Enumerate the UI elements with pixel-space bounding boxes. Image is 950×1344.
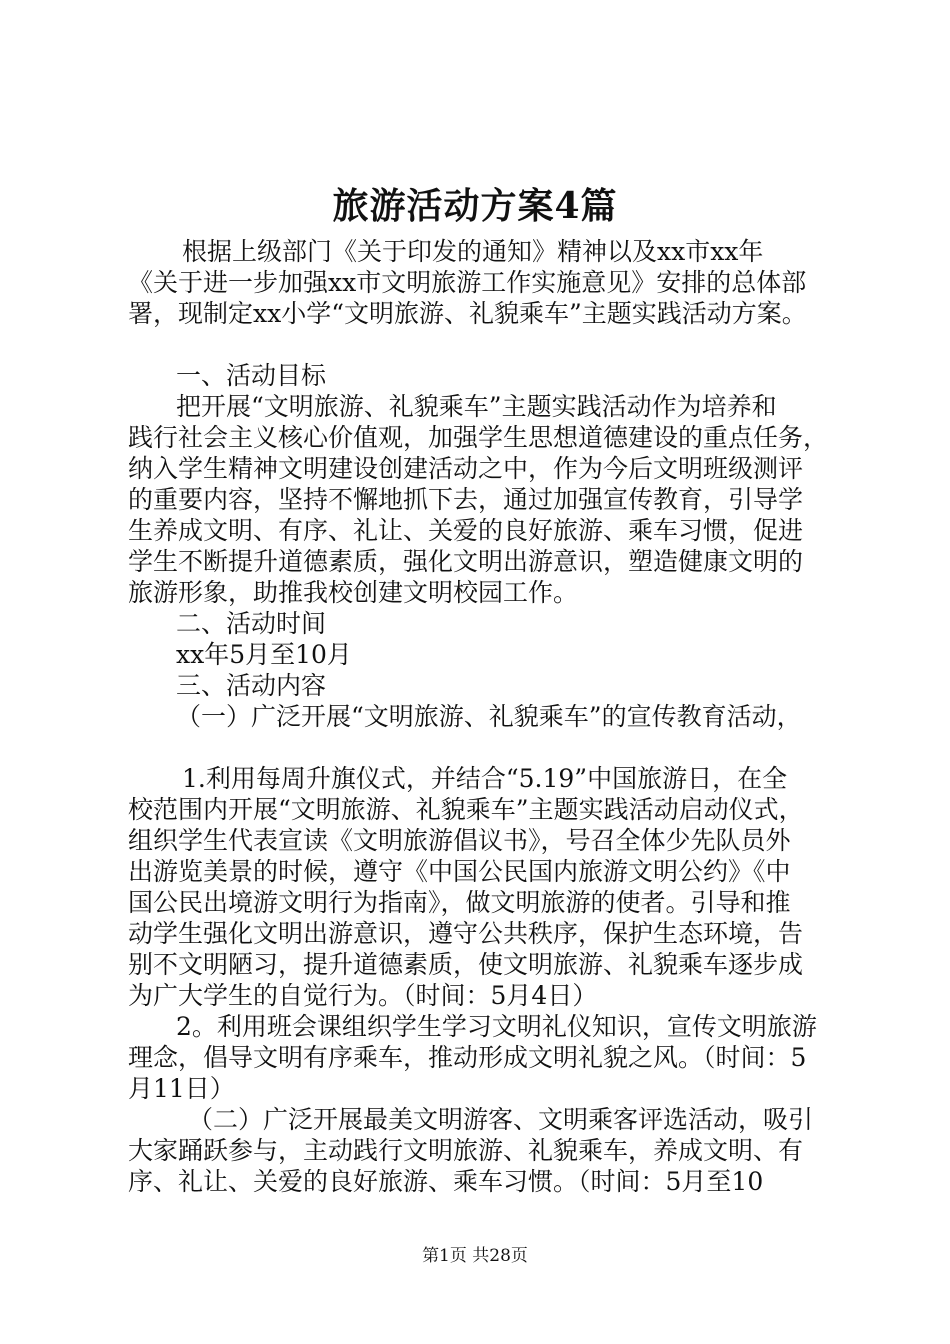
paragraph-line: 《关于进一步加强xx市文明旅游工作实施意见》安排的总体部 — [128, 268, 807, 297]
document-body — [128, 236, 838, 1197]
paragraph-line: 出游览美景的时候，遵守《中国公民国内旅游文明公约》《中 — [128, 857, 791, 886]
section-heading: 三、活动内容 — [176, 671, 327, 700]
paragraph-line: 理念，倡导文明有序乘车，推动形成文明礼貌之风。（时间：5 — [128, 1043, 807, 1072]
paragraph-line: 署，现制定xx小学“文明旅游、礼貌乘车”主题实践活动方案。 — [128, 299, 807, 328]
paragraph-line: 别不文明陋习，提升道德素质，使文明旅游、礼貌乘车逐步成 — [128, 950, 804, 979]
paragraph-line: 组织学生代表宣读《文明旅游倡议书》，号召全体少先队员外 — [128, 826, 791, 855]
page-footer: 第1页 共28页 — [422, 1246, 528, 1266]
subsection-heading: （二）广泛开展最美文明游客、文明乘客评选活动，吸引 — [188, 1105, 814, 1134]
paragraph-line: 校范围内开展“文明旅游、礼貌乘车”主题实践活动启动仪式， — [128, 795, 804, 824]
paragraph-line: 1.利用每周升旗仪式，并结合“5.19”中国旅游日，在全 — [182, 764, 788, 793]
paragraph-line: 把开展“文明旅游、礼貌乘车”主题实践活动作为培养和 — [176, 392, 777, 421]
paragraph-line: 为广大学生的自觉行为。（时间：5月4日） — [128, 981, 598, 1010]
paragraph-line: 根据上级部门《关于印发的通知》精神以及xx市xx年 — [182, 237, 764, 266]
document-title: 旅游活动方案4篇 — [332, 185, 618, 227]
paragraph-line: 践行社会主义核心价值观，加强学生思想道德建设的重点任务， — [128, 423, 829, 452]
section-heading: 一、活动目标 — [176, 361, 327, 390]
subsection-heading: （一）广泛开展“文明旅游、礼貌乘车”的宣传教育活动， — [176, 702, 802, 731]
paragraph-line: 动学生强化文明出游意识，遵守公共秩序，保护生态环境，告 — [128, 919, 804, 948]
paragraph-line: 纳入学生精神文明建设创建活动之中，作为今后文明班级测评 — [128, 454, 804, 483]
paragraph-line: 2。利用班会课组织学生学习文明礼仪知识，宣传文明旅游 — [176, 1012, 817, 1041]
paragraph-line: 学生不断提升道德素质，强化文明出游意识，塑造健康文明的 — [128, 547, 804, 576]
paragraph-line: 生养成文明、有序、礼让、关爱的良好旅游、乘车习惯，促进 — [128, 516, 804, 545]
paragraph-line: 序、礼让、关爱的良好旅游、乘车习惯。（时间：5月至10 — [128, 1167, 764, 1196]
paragraph-line: xx年5月至10月 — [176, 640, 352, 669]
blank-line — [128, 732, 838, 763]
paragraph-line: 旅游形象，助推我校创建文明校园工作。 — [128, 578, 579, 607]
paragraph-line: 大家踊跃参与，主动践行文明旅游、礼貌乘车，养成文明、有 — [128, 1136, 804, 1165]
paragraph-line: 国公民出境游文明行为指南》，做文明旅游的使者。引导和推 — [128, 888, 791, 917]
paragraph-line: 月11日） — [128, 1074, 235, 1103]
section-heading: 二、活动时间 — [176, 609, 327, 638]
paragraph-line: 的重要内容，坚持不懈地抓下去，通过加强宣传教育，引导学 — [128, 485, 804, 514]
blank-line — [128, 329, 838, 360]
